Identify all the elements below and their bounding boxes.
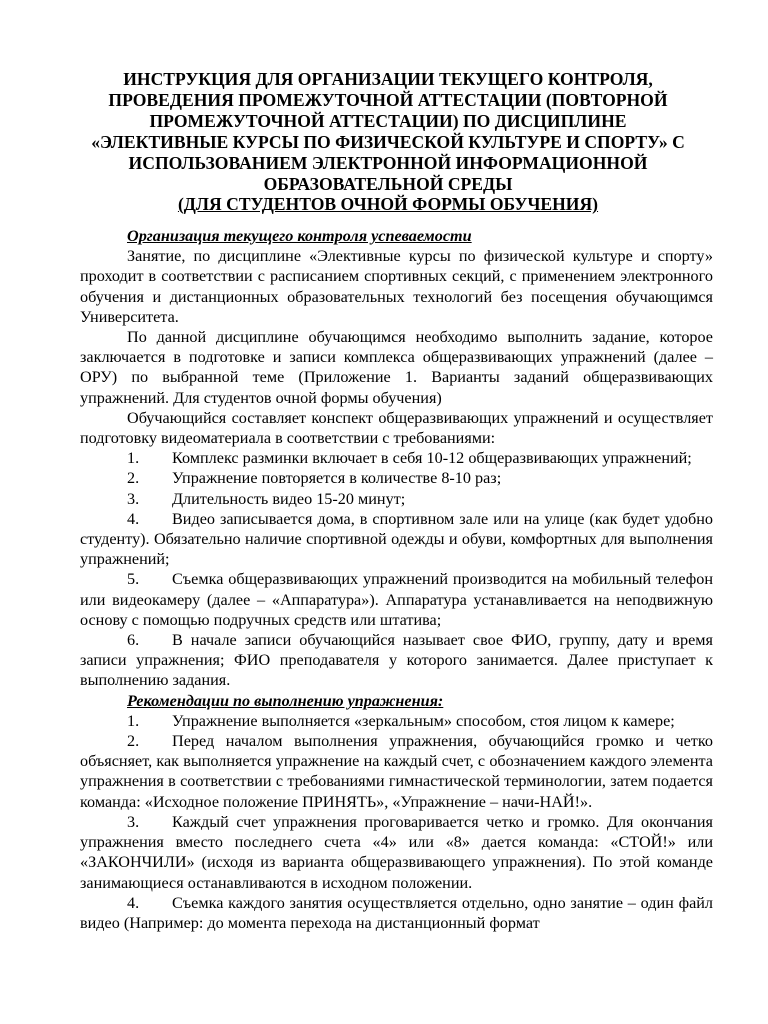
title-line: ОБРАЗОВАТЕЛЬНОЙ СРЕДЫ [263, 173, 513, 194]
document-body [80, 226, 713, 933]
section-heading-text: Организация текущего контроля успеваемости [127, 227, 472, 245]
list-item-number: 1. [127, 711, 140, 730]
title-line-subtitle: (ДЛЯ СТУДЕНТОВ ОЧНОЙ ФОРМЫ ОБУЧЕНИЯ) [177, 194, 599, 215]
section-heading [80, 691, 713, 711]
list-item-text: В начале записи обучающийся называет свое ФИО, группу, дату и время записи упражнения; ФИО преподавателя у которого занимается. Далее приступает к выполнению задания. [80, 631, 713, 690]
list-item [80, 731, 713, 812]
list-item-number: 5. [127, 570, 140, 589]
list-item [80, 630, 713, 691]
list-item-text: Съемка каждого занятия осуществляется отдельно, одно занятие – один файл видео (Например: до момента перехода на дистанционный формат [80, 893, 713, 932]
title-line: ИНСТРУКЦИЯ ДЛЯ ОРГАНИЗАЦИИ ТЕКУЩЕГО КОНТРОЛЯ, [123, 69, 653, 89]
paragraph: По данной дисциплине обучающимся необходимо выполнить задание, которое заключается в подготовке и записи комплекса общеразвивающих упражнений (далее – ОРУ) по выбранной теме (Приложение 1. Варианты заданий общеразвивающих упражнений. Для студентов очной формы обучения) [80, 328, 713, 407]
list-item [80, 468, 713, 488]
title-line: «ЭЛЕКТИВНЫЕ КУРСЫ ПО ФИЗИЧЕСКОЙ КУЛЬТУРЕ И СПОРТУ» С [91, 131, 685, 152]
paragraph: Занятие, по дисциплине «Элективные курсы по физической культуре и спорту» проходит в соответствии с расписанием спортивных секций, с применением электронного обучения и дистанционных образовательных технологий без посещения обучающимся Университета. [80, 247, 713, 326]
section-heading-text: Рекомендации по выполнению упражнения: [127, 691, 444, 710]
title-line: ПРОМЕЖУТОЧНОЙ АТТЕСТАЦИИ) ПО ДИСЦИПЛИНЕ [149, 110, 627, 131]
list-item-text: Съемка общеразвивающих упражнений производится на мобильный телефон или видеокамеру (далее – «Аппаратура»). Аппаратура устанавливается на неподвижную основу с помощью подручных средств или штатива; [80, 570, 713, 629]
title-line: ИСПОЛЬЗОВАНИЕМ ЭЛЕКТРОННОЙ ИНФОРМАЦИОННОЙ [128, 152, 648, 173]
list-item-number: 2. [127, 732, 140, 751]
list-item-text: Упражнение повторяется в количестве 8-10 раз; [172, 469, 502, 488]
list-item-number: 6. [127, 631, 140, 650]
document-title [60, 69, 716, 215]
list-item-number: 4. [127, 893, 140, 912]
list-item-number: 1. [127, 449, 140, 468]
list-item-number: 4. [127, 509, 140, 528]
title-line: ПРОВЕДЕНИЯ ПРОМЕЖУТОЧНОЙ АТТЕСТАЦИИ (ПОВТОРНОЙ [108, 89, 668, 110]
list-item-number: 3. [127, 489, 140, 508]
list-item-text: Длительность видео 15-20 минут; [172, 489, 406, 508]
list-item [80, 812, 713, 893]
list-item [80, 489, 713, 509]
list-item [80, 509, 713, 570]
list-item-text: Каждый счет упражнения проговаривается четко и громко. Для окончания упражнения вместо последнего счета «4» или «8» дается команда: «СТОЙ!» или «ЗАКОНЧИЛИ» (исходя из варианта общеразвивающего упражнения). По этой команде занимающиеся останавливаются в исходном положении. [80, 812, 713, 892]
list-item [80, 711, 713, 731]
list-item-text: Комплекс разминки включает в себя 10-12 общеразвивающих упражнений; [172, 449, 692, 468]
list-item [80, 569, 713, 630]
section-heading [80, 226, 713, 246]
list-item-text: Перед началом выполнения упражнения, обучающийся громко и четко объясняет, как выполняется упражнение на каждый счет, с обозначением каждого элемента упражнения в соответствии с требованиями гимнастической терминологии, затем подается команда: «Исходное положение ПРИНЯТЬ», «Упражнение – начи-НАЙ!». [80, 732, 713, 811]
list-item-text: Упражнение выполняется «зеркальным» способом, стоя лицом к камере; [172, 711, 675, 730]
list-item-number: 3. [127, 812, 140, 831]
list-item-text: Видео записывается дома, в спортивном зале или на улице (как будет удобно студенту). Обязательно наличие спортивной одежды и обуви, комфортных для выполнения упражнений; [80, 509, 713, 569]
list-item-number: 2. [127, 469, 140, 488]
list-item [80, 448, 713, 468]
paragraph: Обучающийся составляет конспект общеразвивающих упражнений и осуществляет подготовку видеоматериала в соответствии с требованиями: [80, 408, 713, 448]
list-item [80, 893, 713, 933]
